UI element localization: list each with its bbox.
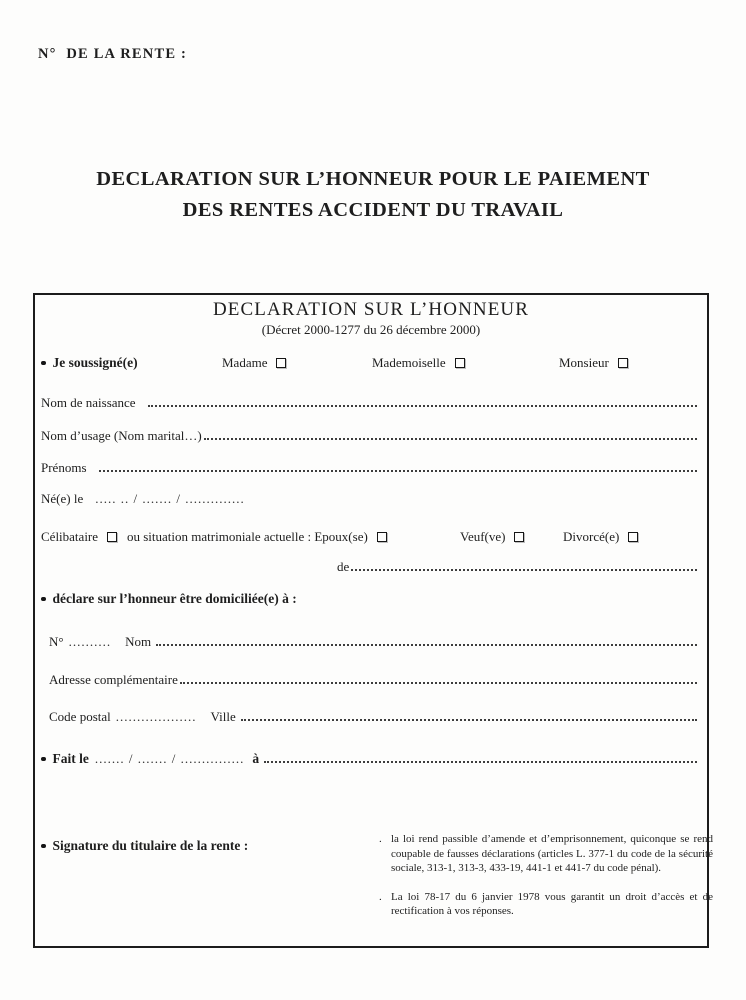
- postal-code-field[interactable]: ...................: [115, 709, 197, 724]
- street-row: [35, 634, 707, 650]
- done-at-row: [35, 751, 707, 767]
- civility-option-monsieur[interactable]: [559, 355, 628, 371]
- monsieur-checkbox-icon[interactable]: [618, 358, 628, 368]
- marital-widow-option[interactable]: [460, 529, 524, 545]
- domicile-heading-label: déclare sur l’honneur être domiciliée(e) à :: [52, 591, 297, 606]
- birth-date-label: Né(e) le: [41, 491, 84, 506]
- bullet-icon: [41, 844, 46, 849]
- birth-date-row: [35, 491, 707, 507]
- bullet-icon: [41, 757, 46, 762]
- city-label: Ville: [210, 709, 236, 724]
- marital-divorced-label: Divorcé(e): [563, 529, 620, 544]
- legal-note-marker: .: [379, 890, 382, 903]
- divorced-checkbox-icon[interactable]: [628, 532, 638, 542]
- address-complement-label: Adresse complémentaire: [49, 672, 178, 687]
- city-field[interactable]: [241, 719, 697, 721]
- marital-spouse-option[interactable]: [127, 529, 387, 545]
- marital-single-label: Célibataire: [41, 529, 99, 544]
- spouse-of-row: [337, 559, 699, 575]
- bullet-icon: [41, 597, 46, 602]
- birth-date-field[interactable]: ..... .. / ....... / ..............: [95, 491, 245, 506]
- civility-option-mademoiselle-label: Mademoiselle: [372, 355, 446, 370]
- birth-name-label: Nom de naissance: [41, 395, 136, 410]
- widow-checkbox-icon[interactable]: [514, 532, 524, 542]
- legal-note: [379, 890, 713, 919]
- civility-row: [35, 355, 707, 371]
- spouse-checkbox-icon[interactable]: [377, 532, 387, 542]
- page-title: [0, 164, 746, 226]
- civility-option-monsieur-label: Monsieur: [559, 355, 609, 370]
- first-names-row: [35, 460, 707, 476]
- done-place-field[interactable]: [264, 761, 697, 763]
- civility-option-madame[interactable]: [222, 355, 286, 371]
- usage-name-row: [35, 428, 707, 444]
- single-checkbox-icon[interactable]: [107, 532, 117, 542]
- marital-divorced-option[interactable]: [563, 529, 638, 545]
- civility-label: Je soussigné(e): [52, 355, 138, 370]
- street-number-field[interactable]: ..........: [68, 634, 112, 649]
- legal-note-text: la loi rend passible d’amende et d’emprisonnement, quiconque se rend coupable de fausses déclarations (articles L. 377-1 du code de la sécurité sociale, 313-1, 313-3, 433-19, 441-1 et 441-7 du code pénal).: [391, 833, 713, 874]
- address-complement-field[interactable]: [180, 682, 697, 684]
- bullet-icon: [41, 361, 46, 366]
- first-names-field[interactable]: [99, 470, 698, 472]
- done-date-field[interactable]: ....... / ....... / ...............: [94, 751, 245, 766]
- marital-single-option[interactable]: [41, 529, 117, 545]
- postal-code-label: Code postal: [49, 709, 111, 724]
- declaration-box-subtitle: (Décret 2000-1277 du 26 décembre 2000): [261, 322, 481, 337]
- declaration-box: [33, 293, 713, 948]
- street-name-label: Nom: [125, 634, 152, 649]
- street-number-label: N°: [49, 634, 64, 649]
- signature-row: [35, 838, 375, 854]
- postal-city-row: [35, 709, 707, 725]
- usage-name-field[interactable]: [204, 438, 697, 440]
- street-name-field[interactable]: [156, 644, 697, 646]
- done-place-label: à: [252, 751, 260, 766]
- birth-name-field[interactable]: [148, 405, 697, 407]
- civility-option-mademoiselle[interactable]: [372, 355, 465, 371]
- legal-note-text: La loi 78-17 du 6 janvier 1978 vous garantit un droit d’accès et de rectification à vos réponses.: [391, 890, 713, 917]
- page-title-line1: DECLARATION SUR L’HONNEUR POUR LE PAIEMENT: [96, 168, 650, 190]
- done-at-label: Fait le: [52, 751, 89, 766]
- usage-name-label: Nom d’usage (Nom marital…): [41, 428, 202, 443]
- address-complement-row: [35, 672, 707, 688]
- rente-number-label: N° DE LA RENTE :: [38, 46, 188, 62]
- marital-current-status-label: ou situation matrimoniale actuelle : Epoux(se): [127, 529, 368, 544]
- legal-note: [379, 832, 713, 876]
- birth-name-row: [35, 395, 707, 411]
- spouse-of-field[interactable]: [351, 569, 697, 571]
- first-names-label: Prénoms: [41, 460, 87, 475]
- declaration-box-title: DECLARATION SUR L’HONNEUR: [212, 299, 530, 320]
- legal-notes: [379, 832, 713, 933]
- mademoiselle-checkbox-icon[interactable]: [455, 358, 465, 368]
- signature-label: Signature du titulaire de la rente :: [52, 838, 249, 853]
- legal-note-marker: .: [379, 833, 382, 845]
- civility-option-madame-label: Madame: [222, 355, 268, 370]
- page-title-line2: DES RENTES ACCIDENT DU TRAVAIL: [182, 199, 564, 221]
- madame-checkbox-icon[interactable]: [276, 358, 286, 368]
- spouse-of-label: de: [337, 559, 350, 574]
- marital-widow-label: Veuf(ve): [460, 529, 506, 544]
- domicile-heading-row: [35, 591, 707, 607]
